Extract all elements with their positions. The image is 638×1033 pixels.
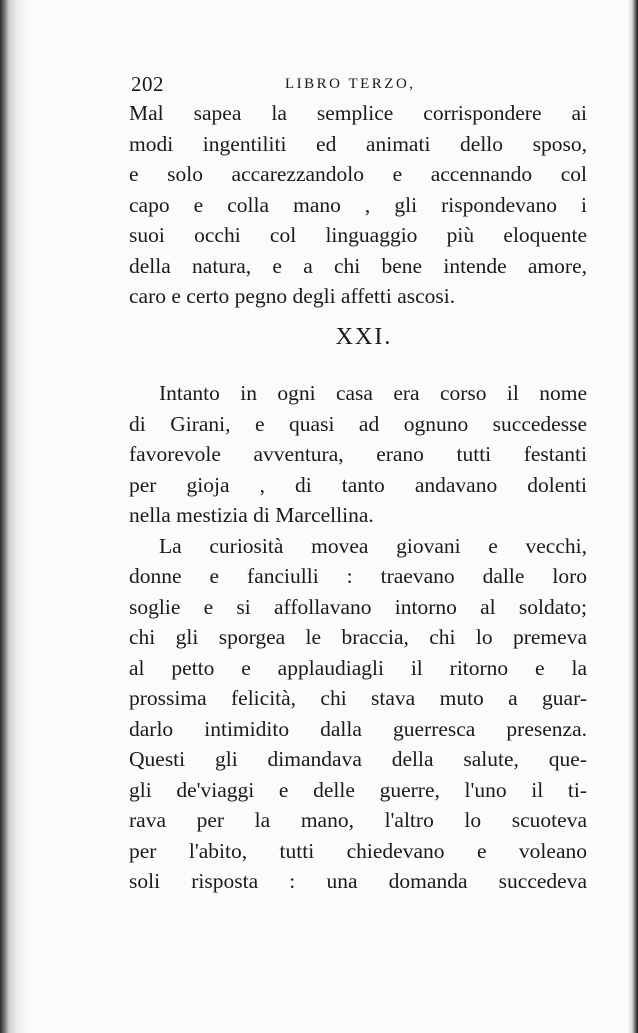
paragraph-2-and-3: [129, 378, 587, 897]
section-heading: XXI.: [335, 324, 393, 350]
text-line: modi ingentiliti ed animati dello sposo,: [129, 131, 587, 156]
book-binding-edge: [0, 0, 28, 1033]
page-header: [131, 72, 586, 100]
text-line: nella mestizia di Marcellina.: [129, 503, 374, 527]
text-line: La curiosità movea giovani e vecchi,: [159, 533, 587, 558]
text-line: della natura, e a chi bene intende amore,: [129, 253, 587, 278]
text-line: caro e certo pegno degli affetti ascosi.: [129, 284, 456, 308]
page-number: 202: [131, 72, 164, 96]
running-head: LIBRO TERZO,: [285, 76, 416, 92]
text-line: e solo accarezzandolo e accennando col: [129, 162, 587, 186]
paragraph-1: [129, 98, 587, 312]
text-line: Questi gli dimandava della salute, que-: [129, 747, 587, 771]
text-line: di Girani, e quasi ad ognuno succedesse: [129, 411, 587, 436]
text-line: chi gli sporgea le braccia, chi lo premeva: [129, 625, 587, 649]
text-line: per l'abito, tutti chiedevano e voleano: [129, 838, 587, 863]
text-line: Intanto in ogni casa era corso il nome: [159, 381, 587, 405]
text-line: donne e fanciulli : traevano dalle loro: [129, 564, 587, 588]
text-line: al petto e applaudiagli il ritorno e la: [129, 655, 587, 680]
text-line: prossima felicità, chi stava muto a guar-: [129, 686, 587, 710]
text-line: Mal sapea la semplice corrispondere ai: [129, 101, 587, 125]
text-line: favorevole avventura, erano tutti festanti: [129, 442, 587, 466]
text-line: gli de'viaggi e delle guerre, l'uno il ti-: [129, 777, 587, 802]
text-line: soli risposta : una domanda succedeva: [129, 869, 587, 893]
text-line: darlo intimidito dalla guerresca presenza.: [129, 716, 587, 741]
page-right-edge: [628, 0, 638, 1033]
text-line: rava per la mano, l'altro lo scuoteva: [129, 808, 587, 832]
text-line: per gioja , di tanto andavano dolenti: [129, 472, 587, 497]
text-line: soglie e si affollavano intorno al soldato;: [129, 594, 587, 619]
text-line: capo e colla mano , gli rispondevano i: [129, 192, 587, 217]
text-line: suoi occhi col linguaggio più eloquente: [129, 223, 587, 247]
